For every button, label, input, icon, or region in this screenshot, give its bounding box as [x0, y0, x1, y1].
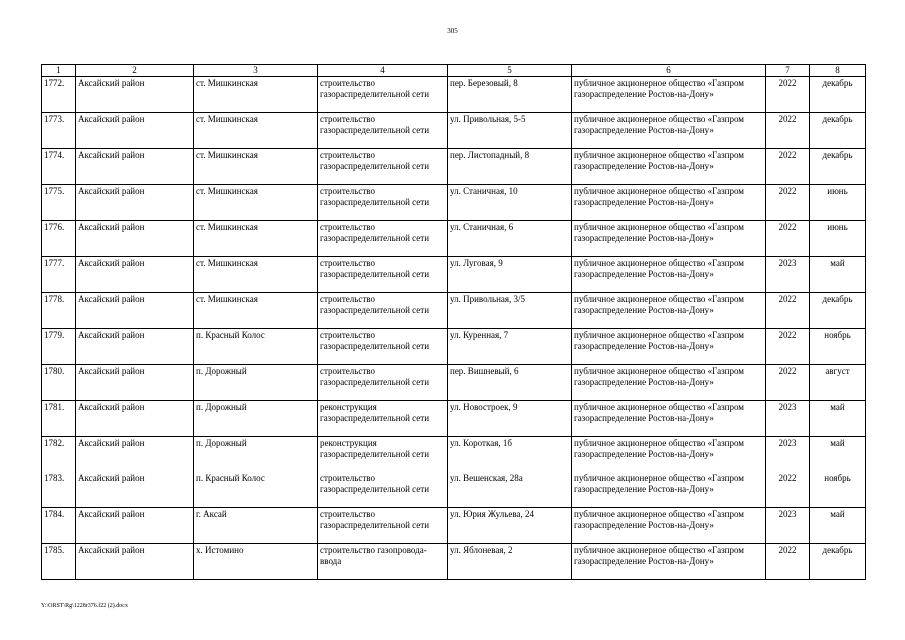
month-cell: май [810, 508, 866, 544]
district-cell: Аксайский район [76, 365, 194, 401]
organization-cell: публичное акционерное общество «Газпром газораспределение Ростов-на-Дону» [572, 113, 766, 149]
district-cell: Аксайский район [76, 401, 194, 437]
row-number: 1776. [42, 221, 76, 257]
year-cell: 2022 [766, 77, 810, 113]
district-cell: Аксайский район [76, 437, 194, 473]
year-cell: 2022 [766, 544, 810, 580]
organization-cell: публичное акционерное общество «Газпром газораспределение Ростов-на-Дону» [572, 437, 766, 473]
organization-cell: публичное акционерное общество «Газпром газораспределение Ростов-на-Дону» [572, 293, 766, 329]
table-row [42, 185, 866, 221]
organization-cell: публичное акционерное общество «Газпром газораспределение Ростов-на-Дону» [572, 221, 766, 257]
organization-cell: публичное акционерное общество «Газпром газораспределение Ростов-на-Дону» [572, 257, 766, 293]
organization-cell: публичное акционерное общество «Газпром газораспределение Ростов-на-Дону» [572, 185, 766, 221]
month-cell: ноябрь [810, 472, 866, 508]
row-number: 1777. [42, 257, 76, 293]
year-cell: 2022 [766, 472, 810, 508]
work-type-cell: строительство газораспределительной сети [318, 293, 448, 329]
address-cell: ул. Привольная, 3/5 [448, 293, 572, 329]
address-cell: ул. Юрия Жульева, 24 [448, 508, 572, 544]
row-number: 1783. [42, 472, 76, 508]
district-cell: Аксайский район [76, 113, 194, 149]
table-row [42, 437, 866, 473]
locality-cell: г. Аксай [194, 508, 318, 544]
year-cell: 2022 [766, 185, 810, 221]
month-cell: июнь [810, 221, 866, 257]
locality-cell: ст. Мишкинская [194, 149, 318, 185]
address-cell: ул. Привольная, 5-5 [448, 113, 572, 149]
organization-cell: публичное акционерное общество «Газпром газораспределение Ростов-на-Дону» [572, 77, 766, 113]
district-cell: Аксайский район [76, 149, 194, 185]
district-cell: Аксайский район [76, 544, 194, 580]
work-type-cell: реконструкция газораспределительной сети [318, 401, 448, 437]
work-type-cell: строительство газораспределительной сети [318, 185, 448, 221]
address-cell: ул. Куренная, 7 [448, 329, 572, 365]
locality-cell: п. Красный Колос [194, 329, 318, 365]
locality-cell: ст. Мишкинская [194, 113, 318, 149]
column-header: 8 [810, 65, 866, 77]
address-cell: ул. Станичная, 6 [448, 221, 572, 257]
work-type-cell: реконструкция газораспределительной сети [318, 437, 448, 473]
header-row [42, 65, 866, 77]
column-header: 4 [318, 65, 448, 77]
month-cell: май [810, 257, 866, 293]
year-cell: 2022 [766, 365, 810, 401]
table-row [42, 508, 866, 544]
address-cell: пер. Вишневый, 6 [448, 365, 572, 401]
row-number: 1778. [42, 293, 76, 329]
locality-cell: п. Дорожный [194, 365, 318, 401]
address-cell: ул. Станичная, 10 [448, 185, 572, 221]
table-row [42, 329, 866, 365]
organization-cell: публичное акционерное общество «Газпром газораспределение Ростов-на-Дону» [572, 401, 766, 437]
work-type-cell: строительство газораспределительной сети [318, 149, 448, 185]
month-cell: июнь [810, 185, 866, 221]
row-number: 1784. [42, 508, 76, 544]
work-type-cell: строительство газораспределительной сети [318, 257, 448, 293]
month-cell: декабрь [810, 544, 866, 580]
work-type-cell: строительство газораспределительной сети [318, 365, 448, 401]
column-header: 6 [572, 65, 766, 77]
column-header: 5 [448, 65, 572, 77]
address-cell: ул. Яблоневая, 2 [448, 544, 572, 580]
district-cell: Аксайский район [76, 77, 194, 113]
year-cell: 2022 [766, 149, 810, 185]
page-number: 305 [447, 27, 458, 35]
table-row [42, 77, 866, 113]
year-cell: 2022 [766, 293, 810, 329]
row-number: 1775. [42, 185, 76, 221]
locality-cell: п. Дорожный [194, 401, 318, 437]
month-cell: ноябрь [810, 329, 866, 365]
work-type-cell: строительство газораспределительной сети [318, 508, 448, 544]
work-type-cell: строительство газораспределительной сети [318, 329, 448, 365]
row-number: 1780. [42, 365, 76, 401]
column-header: 1 [42, 65, 76, 77]
district-cell: Аксайский район [76, 329, 194, 365]
district-cell: Аксайский район [76, 293, 194, 329]
locality-cell: х. Истомино [194, 544, 318, 580]
year-cell: 2023 [766, 508, 810, 544]
organization-cell: публичное акционерное общество «Газпром газораспределение Ростов-на-Дону» [572, 508, 766, 544]
district-cell: Аксайский район [76, 508, 194, 544]
row-number: 1773. [42, 113, 76, 149]
month-cell: май [810, 401, 866, 437]
table-row [42, 472, 866, 508]
table-row [42, 401, 866, 437]
locality-cell: п. Дорожный [194, 437, 318, 473]
work-type-cell: строительство газораспределительной сети [318, 77, 448, 113]
month-cell: август [810, 365, 866, 401]
year-cell: 2022 [766, 221, 810, 257]
column-header: 3 [194, 65, 318, 77]
organization-cell: публичное акционерное общество «Газпром газораспределение Ростов-на-Дону» [572, 149, 766, 185]
year-cell: 2022 [766, 329, 810, 365]
address-cell: ул. Вешенская, 28а [448, 472, 572, 508]
table-row [42, 257, 866, 293]
locality-cell: ст. Мишкинская [194, 293, 318, 329]
row-number: 1785. [42, 544, 76, 580]
work-type-cell: строительство газораспределительной сети [318, 472, 448, 508]
year-cell: 2022 [766, 113, 810, 149]
row-number: 1779. [42, 329, 76, 365]
locality-cell: ст. Мишкинская [194, 77, 318, 113]
year-cell: 2023 [766, 437, 810, 473]
table-row [42, 365, 866, 401]
year-cell: 2023 [766, 257, 810, 293]
organization-cell: публичное акционерное общество «Газпром газораспределение Ростов-на-Дону» [572, 544, 766, 580]
address-cell: пер. Березовый, 8 [448, 77, 572, 113]
year-cell: 2023 [766, 401, 810, 437]
table-row [42, 293, 866, 329]
month-cell: декабрь [810, 149, 866, 185]
locality-cell: ст. Мишкинская [194, 257, 318, 293]
row-number: 1772. [42, 77, 76, 113]
organization-cell: публичное акционерное общество «Газпром газораспределение Ростов-на-Дону» [572, 329, 766, 365]
row-number: 1781. [42, 401, 76, 437]
month-cell: декабрь [810, 293, 866, 329]
organization-cell: публичное акционерное общество «Газпром газораспределение Ростов-на-Дону» [572, 365, 766, 401]
footer-file-path: Y:\ORST\Rg\1228r376.f22 (2).docx [41, 603, 128, 609]
work-type-cell: строительство газораспределительной сети [318, 113, 448, 149]
district-cell: Аксайский район [76, 257, 194, 293]
work-type-cell: строительство газопровода-ввода [318, 544, 448, 580]
table-row [42, 544, 866, 580]
address-cell: ул. Новостроек, 9 [448, 401, 572, 437]
row-number: 1782. [42, 437, 76, 473]
work-type-cell: строительство газораспределительной сети [318, 221, 448, 257]
month-cell: май [810, 437, 866, 473]
district-cell: Аксайский район [76, 221, 194, 257]
table-row [42, 221, 866, 257]
address-cell: пер. Листопадный, 8 [448, 149, 572, 185]
organization-cell: публичное акционерное общество «Газпром газораспределение Ростов-на-Дону» [572, 472, 766, 508]
address-cell: ул. Короткая, 1б [448, 437, 572, 473]
table-body [42, 77, 866, 580]
table-row [42, 113, 866, 149]
registry-table [41, 64, 866, 580]
locality-cell: п. Красный Колос [194, 472, 318, 508]
month-cell: декабрь [810, 113, 866, 149]
locality-cell: ст. Мишкинская [194, 221, 318, 257]
month-cell: декабрь [810, 77, 866, 113]
locality-cell: ст. Мишкинская [194, 185, 318, 221]
row-number: 1774. [42, 149, 76, 185]
column-header: 2 [76, 65, 194, 77]
address-cell: ул. Луговая, 9 [448, 257, 572, 293]
table-row [42, 149, 866, 185]
district-cell: Аксайский район [76, 472, 194, 508]
district-cell: Аксайский район [76, 185, 194, 221]
column-header: 7 [766, 65, 810, 77]
